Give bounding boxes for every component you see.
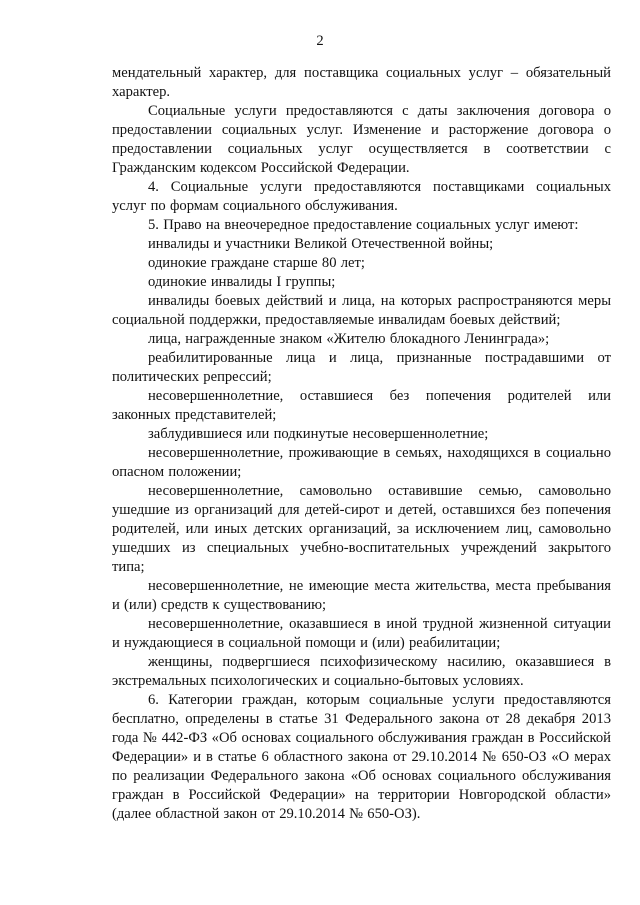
list-item-minors-dangerous-families: несовершеннолетние, проживающие в семьях, находящихся в социально опасном положении; bbox=[112, 445, 611, 480]
list-item-lost-minors: заблудившиеся или подкинутые несовершеннолетние; bbox=[148, 426, 489, 442]
list-item-women-violence: женщины, подвергшиеся психофизическому насилию, оказавшиеся в экстремальных психологических и социально-бытовых условиях. bbox=[112, 654, 611, 689]
list-item-minors-without-care: несовершеннолетние, оставшиеся без попечения родителей или законных представителей; bbox=[112, 388, 611, 423]
list-item-single-over-80: одинокие граждане старше 80 лет; bbox=[148, 255, 365, 271]
paragraph-continuation: мендательный характер, для поставщика социальных услуг – обязательный характер. bbox=[112, 65, 611, 100]
paragraph-contract-dates: Социальные услуги предоставляются с даты заключения договора о предоставлении социальных услуг. Изменение и расторжение договора о предоставлении социальных услуг осуществляется в соответствии с Гражданским кодексом Российской Федерации. bbox=[112, 103, 611, 176]
list-item-rehabilitated: реабилитированные лица и лица, признанные пострадавшими от политических репрессий; bbox=[112, 350, 611, 385]
paragraph-item-5-heading: 5. Право на внеочередное предоставление социальных услуг имеют: bbox=[148, 217, 579, 233]
paragraph-item-4: 4. Социальные услуги предоставляются поставщиками социальных услуг по формам социального обслуживания. bbox=[112, 179, 611, 214]
page-number: 2 bbox=[316, 33, 324, 49]
list-item-disabled-group-1: одинокие инвалиды I группы; bbox=[148, 274, 336, 290]
list-item-combat-disabled: инвалиды боевых действий и лица, на которых распространяются меры социальной поддержки, предоставляемые инвалидам боевых действий; bbox=[112, 293, 611, 328]
list-item-wwii-veterans: инвалиды и участники Великой Отечественной войны; bbox=[148, 236, 494, 252]
list-item-siege-leningrad: лица, награжденные знаком «Жителю блокадного Ленинграда»; bbox=[148, 331, 550, 347]
paragraph-item-6: 6. Категории граждан, которым социальные услуги предоставляются бесплатно, определены в статье 31 Федерального закона от 28 декабря 2013 года № 442-ФЗ «Об основах социального обслуживания граждан в Российской Федерации» и в статье 6 областного закона от 29.10.2014 № 650-ОЗ «О мерах по реализации Федерального закона «Об основах социального обслуживания граждан в Российской Федерации» на территории Новгородской области» (далее областной закон от 29.10.2014 № 650-ОЗ). bbox=[112, 692, 611, 822]
list-item-minors-difficult-situation: несовершеннолетние, оказавшиеся в иной трудной жизненной ситуации и нуждающиеся в социальной помощи и (или) реабилитации; bbox=[112, 616, 611, 651]
list-item-runaway-minors: несовершеннолетние, самовольно оставившие семью, самовольно ушедшие из организаций для детей-сирот и детей, оставшихся без попечения родителей, или иных детских организаций, за исключением лиц, самовольно ушедших из специальных учебно-воспитательных учреждений закрытого типа; bbox=[112, 483, 611, 575]
document-body bbox=[112, 64, 611, 824]
list-item-homeless-minors: несовершеннолетние, не имеющие места жительства, места пребывания и (или) средств к существованию; bbox=[112, 578, 611, 613]
